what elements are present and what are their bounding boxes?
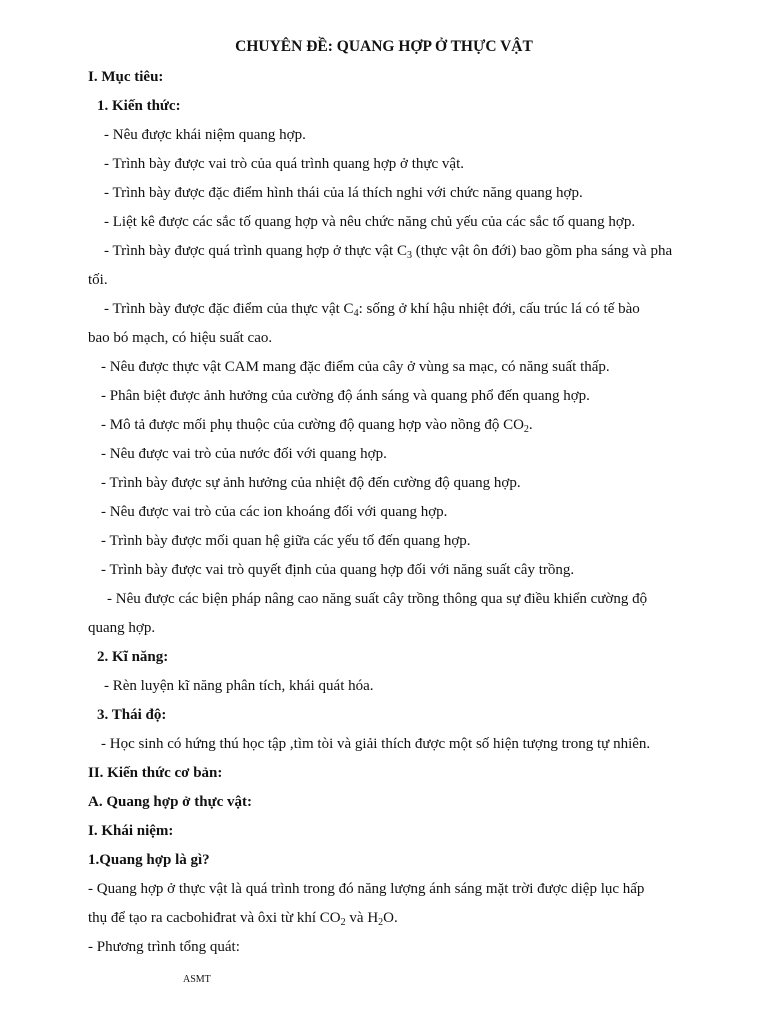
knowledge-item-continuation: tối.	[88, 272, 108, 288]
knowledge-item-continuation: quang hợp.	[88, 620, 156, 636]
equation-condition-label: ASMT	[183, 974, 211, 985]
document-title: CHUYÊN ĐỀ: QUANG HỢP Ở THỰC VẬT	[235, 38, 533, 55]
skill-item: - Rèn luyện kĩ năng phân tích, khái quát hóa.	[104, 678, 374, 694]
knowledge-item: - Trình bày được vai trò quyết định của quang hợp đối với năng suất cây trồng.	[101, 562, 575, 578]
knowledge-item-continuation: bao bó mạch, có hiệu suất cao.	[88, 330, 273, 346]
knowledge-item: - Trình bày được đặc điểm của thực vật $C_4$: sống ở khí hậu nhiệt đới, cấu trúc lá có tế bào	[104, 301, 640, 319]
knowledge-item: - Phân biệt được ảnh hưởng của cường độ ánh sáng và quang phổ đến quang hợp.	[101, 388, 590, 404]
section-heading-objectives: I. Mục tiêu:	[88, 69, 164, 85]
subheading-skills: 2. Kĩ năng:	[97, 649, 169, 665]
section-heading-basic-knowledge: II. Kiến thức cơ bản:	[88, 765, 223, 781]
knowledge-item: - Mô tả được mối phụ thuộc của cường độ quang hợp vào nồng độ $CO_2$.	[101, 417, 533, 435]
knowledge-item: - Trình bày được sự ảnh hưởng của nhiệt độ đến cường độ quang hợp.	[101, 475, 521, 491]
knowledge-item: - Nêu được khái niệm quang hợp.	[104, 127, 306, 143]
subheading-attitude: 3. Thái độ:	[97, 707, 167, 723]
knowledge-item: - Nêu được vai trò của các ion khoáng đối với quang hợp.	[101, 504, 448, 520]
attitude-item: - Học sinh có hứng thú học tập ,tìm tòi và giải thích được một số hiện tượng trong tự nhiên.	[101, 736, 651, 752]
knowledge-item: - Nêu được các biện pháp nâng cao năng suất cây trồng thông qua sự điều khiển cường độ	[107, 591, 648, 607]
knowledge-item: - Nêu được vai trò của nước đối với quang hợp.	[101, 446, 387, 462]
subheading-knowledge: 1. Kiến thức:	[97, 98, 181, 114]
equation-label: - Phương trình tổng quát:	[88, 939, 240, 955]
section-heading-photosynthesis: A. Quang hợp ở thực vật:	[88, 794, 252, 810]
definition-line: thụ để tạo ra cacbohiđrat và ôxi từ khí $CO_2$ và $H_2O$.	[88, 910, 398, 928]
knowledge-item: - Trình bày được quá trình quang hợp ở thực vật $C_3$ (thực vật ôn đới) bao gồm pha sáng và pha	[104, 243, 673, 261]
section-heading-concept: I. Khái niệm:	[88, 823, 174, 839]
knowledge-item: - Trình bày được đặc điểm hình thái của lá thích nghi với chức năng quang hợp.	[104, 185, 583, 201]
question-heading: 1.Quang hợp là gì?	[88, 852, 210, 868]
knowledge-item: - Trình bày được vai trò của quá trình quang hợp ở thực vật.	[104, 156, 464, 172]
knowledge-item: - Trình bày được mối quan hệ giữa các yếu tố đến quang hợp.	[101, 533, 471, 549]
definition-line: - Quang hợp ở thực vật là quá trình trong đó năng lượng ánh sáng mặt trời được diệp lục hấp	[88, 881, 645, 897]
knowledge-item: - Liệt kê được các sắc tố quang hợp và nêu chức năng chủ yếu của các sắc tố quang hợp.	[104, 214, 636, 230]
knowledge-item: - Nêu được thực vật CAM mang đặc điểm của cây ở vùng sa mạc, có năng suất thấp.	[101, 359, 610, 375]
